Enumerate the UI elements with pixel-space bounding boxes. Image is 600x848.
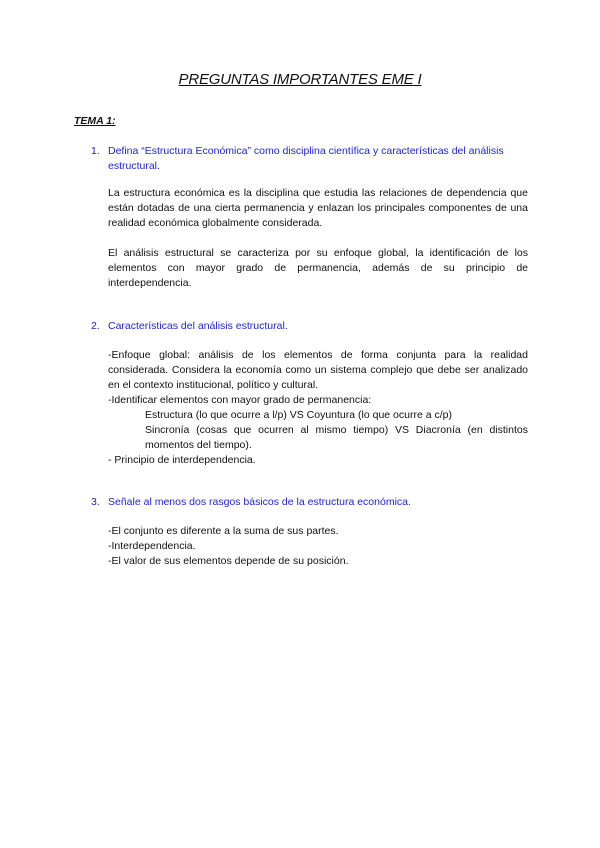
question-3-number: 3. bbox=[91, 496, 100, 508]
question-3 bbox=[91, 495, 529, 510]
question-3-text: Señale al menos dos rasgos básicos de la estructura económica. bbox=[108, 496, 411, 508]
question-1-text: Defina “Estructura Económica” como disciplina científica y características del análisis estructural. bbox=[108, 145, 504, 172]
list-item: -El valor de sus elementos depende de su posición. bbox=[108, 555, 349, 567]
page-title: PREGUNTAS IMPORTANTES EME I bbox=[178, 71, 422, 88]
question-2-number: 2. bbox=[91, 320, 100, 332]
section-heading: TEMA 1: bbox=[74, 115, 116, 127]
answer-enfoque-global: -Enfoque global: análisis de los elementos de forma conjunta para la realidad considerada. Considera la economía como un sistema complejo que debe ser analizado en el contexto institucional, político y cultural. bbox=[108, 349, 528, 391]
question-1-answer-paragraph-2: El análisis estructural se caracteriza por su enfoque global, la identificación de los elementos con mayor grado de permanencia, además de su principio de interdependencia. bbox=[108, 247, 528, 289]
question-1-number: 1. bbox=[91, 145, 100, 157]
answer-principio-interdependencia: - Principio de interdependencia. bbox=[108, 454, 256, 466]
list-item: -El conjunto es diferente a la suma de sus partes. bbox=[108, 525, 339, 537]
question-3-answer bbox=[108, 524, 528, 569]
answer-sincronia-diacronia: Sincronía (cosas que ocurren al mismo tiempo) VS Diacronía (en distintos momentos del tiempo). bbox=[145, 424, 528, 451]
list-item: -Interdependencia. bbox=[108, 540, 196, 552]
question-1 bbox=[91, 144, 529, 174]
question-2 bbox=[91, 319, 529, 334]
answer-estructura-coyuntura: Estructura (lo que ocurre a l/p) VS Coyuntura (lo que ocurre a c/p) bbox=[145, 409, 452, 421]
question-1-answer-paragraph-1: La estructura económica es la disciplina que estudia las relaciones de dependencia que están dotadas de una cierta permanencia y enlazan los principales componentes de una realidad económica globalmente considerada. bbox=[108, 187, 528, 229]
answer-identificar-elementos: -Identificar elementos con mayor grado de permanencia: bbox=[108, 394, 372, 406]
question-2-answer bbox=[108, 348, 528, 468]
question-2-text: Características del análisis estructural. bbox=[108, 320, 288, 332]
